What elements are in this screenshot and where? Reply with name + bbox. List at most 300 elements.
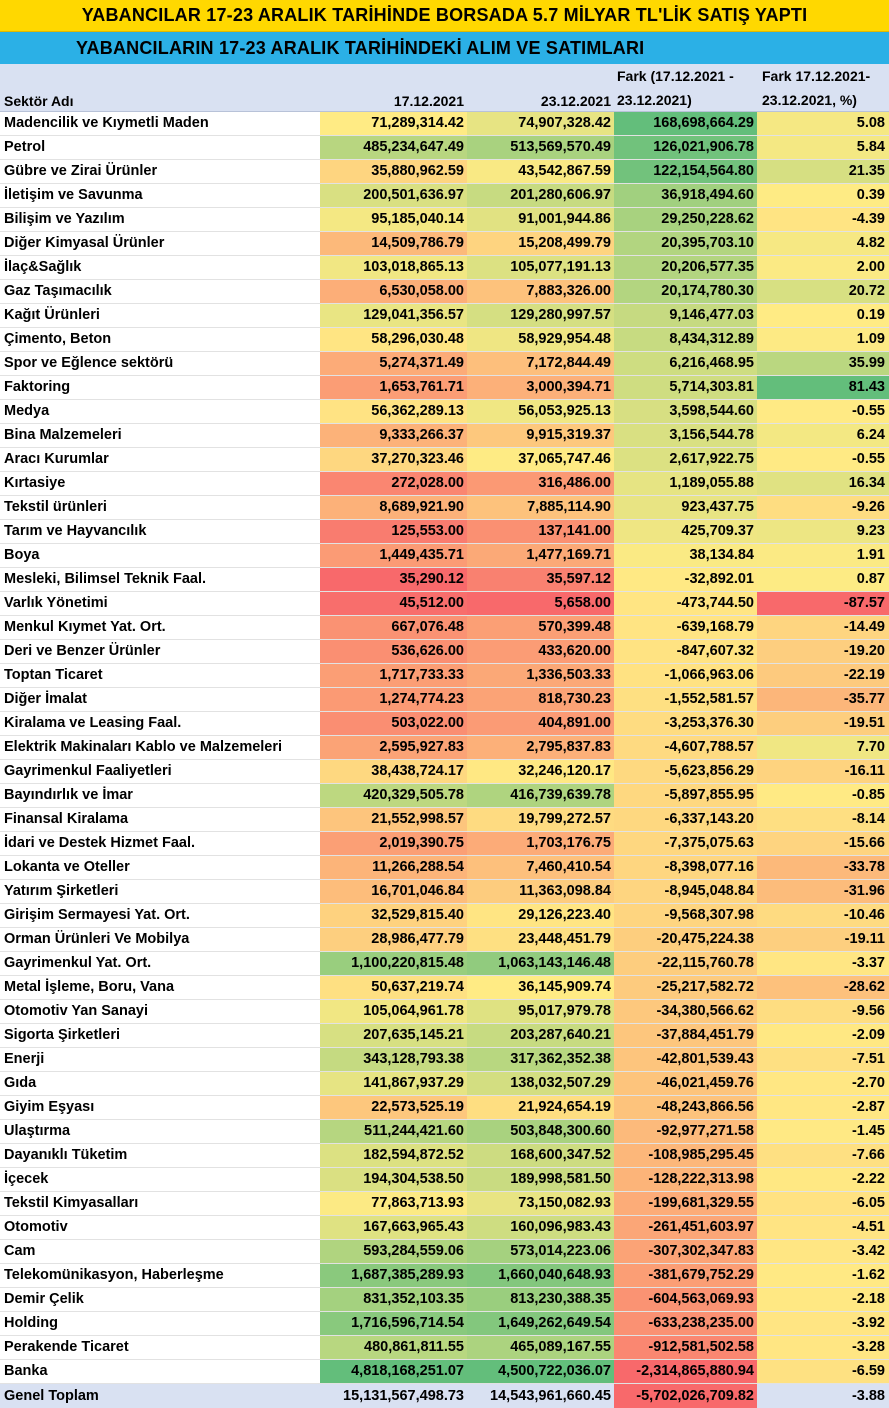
cell-date1: 95,185,040.14 xyxy=(320,208,467,231)
cell-pct: -1.62 xyxy=(757,1264,889,1287)
cell-date2: 43,542,867.59 xyxy=(467,160,614,183)
sector-name: Lokanta ve Oteller xyxy=(0,856,320,879)
table-row xyxy=(0,136,889,160)
sector-name: Dayanıklı Tüketim xyxy=(0,1144,320,1167)
cell-date1: 200,501,636.97 xyxy=(320,184,467,207)
cell-pct: -35.77 xyxy=(757,688,889,711)
sector-name: İletişim ve Savunma xyxy=(0,184,320,207)
sector-name: Metal İşleme, Boru, Vana xyxy=(0,976,320,999)
cell-date2: 404,891.00 xyxy=(467,712,614,735)
header-sector: Sektör Adı xyxy=(4,93,74,109)
cell-date1: 71,289,314.42 xyxy=(320,112,467,135)
cell-date1: 9,333,266.37 xyxy=(320,424,467,447)
cell-date1: 1,687,385,289.93 xyxy=(320,1264,467,1287)
cell-diff: -25,217,582.72 xyxy=(614,976,757,999)
table-row xyxy=(0,1168,889,1192)
table-row xyxy=(0,712,889,736)
cell-date2: 818,730.23 xyxy=(467,688,614,711)
cell-pct: -19.51 xyxy=(757,712,889,735)
cell-date2: 570,399.48 xyxy=(467,616,614,639)
table-row xyxy=(0,1288,889,1312)
cell-date2: 1,477,169.71 xyxy=(467,544,614,567)
cell-date1: 35,880,962.59 xyxy=(320,160,467,183)
cell-pct: -6.59 xyxy=(757,1360,889,1383)
cell-diff: -2,314,865,880.94 xyxy=(614,1360,757,1383)
cell-diff: -20,475,224.38 xyxy=(614,928,757,951)
table-row xyxy=(0,904,889,928)
cell-diff: 20,206,577.35 xyxy=(614,256,757,279)
cell-diff: -261,451,603.97 xyxy=(614,1216,757,1239)
sector-name: Kağıt Ürünleri xyxy=(0,304,320,327)
table-row xyxy=(0,1360,889,1384)
table-row xyxy=(0,376,889,400)
cell-pct: 20.72 xyxy=(757,280,889,303)
sector-name: Çimento, Beton xyxy=(0,328,320,351)
cell-date1: 420,329,505.78 xyxy=(320,784,467,807)
cell-diff: 8,434,312.89 xyxy=(614,328,757,351)
sector-name: Ulaştırma xyxy=(0,1120,320,1143)
cell-date2: 813,230,388.35 xyxy=(467,1288,614,1311)
total-row xyxy=(0,1384,889,1408)
cell-pct: 6.24 xyxy=(757,424,889,447)
cell-diff: -48,243,866.56 xyxy=(614,1096,757,1119)
sector-name: Tekstil Kimyasalları xyxy=(0,1192,320,1215)
cell-date1: 129,041,356.57 xyxy=(320,304,467,327)
cell-pct: 1.91 xyxy=(757,544,889,567)
table-row xyxy=(0,808,889,832)
table-row xyxy=(0,520,889,544)
cell-diff: -639,168.79 xyxy=(614,616,757,639)
cell-date2: 2,795,837.83 xyxy=(467,736,614,759)
cell-diff: 2,617,922.75 xyxy=(614,448,757,471)
cell-diff: -912,581,502.58 xyxy=(614,1336,757,1359)
cell-date1: 105,064,961.78 xyxy=(320,1000,467,1023)
table-row xyxy=(0,688,889,712)
cell-pct: 0.39 xyxy=(757,184,889,207)
cell-date1: 28,986,477.79 xyxy=(320,928,467,951)
cell-pct: -3.92 xyxy=(757,1312,889,1335)
cell-diff: -473,744.50 xyxy=(614,592,757,615)
cell-date2: 91,001,944.86 xyxy=(467,208,614,231)
table-row xyxy=(0,976,889,1000)
cell-diff: -8,398,077.16 xyxy=(614,856,757,879)
cell-diff: 29,250,228.62 xyxy=(614,208,757,231)
table-row xyxy=(0,592,889,616)
header-diff xyxy=(614,64,757,112)
sector-name: Girişim Sermayesi Yat. Ort. xyxy=(0,904,320,927)
cell-pct: 16.34 xyxy=(757,472,889,495)
cell-date1: 14,509,786.79 xyxy=(320,232,467,255)
table-row xyxy=(0,208,889,232)
cell-diff: -381,679,752.29 xyxy=(614,1264,757,1287)
cell-pct: -2.09 xyxy=(757,1024,889,1047)
table-row xyxy=(0,760,889,784)
sector-name: Aracı Kurumlar xyxy=(0,448,320,471)
total-date2: 14,543,961,660.45 xyxy=(467,1384,614,1408)
cell-date2: 7,172,844.49 xyxy=(467,352,614,375)
cell-date1: 58,296,030.48 xyxy=(320,328,467,351)
cell-pct: -8.14 xyxy=(757,808,889,831)
cell-diff: -199,681,329.55 xyxy=(614,1192,757,1215)
sector-name: Bayındırlık ve İmar xyxy=(0,784,320,807)
cell-date1: 831,352,103.35 xyxy=(320,1288,467,1311)
table-row xyxy=(0,1000,889,1024)
table-row xyxy=(0,232,889,256)
cell-pct: -0.55 xyxy=(757,448,889,471)
sector-name: Diğer Kimyasal Ürünler xyxy=(0,232,320,255)
table-row xyxy=(0,1120,889,1144)
cell-pct: -6.05 xyxy=(757,1192,889,1215)
table-row xyxy=(0,1048,889,1072)
cell-pct: -7.66 xyxy=(757,1144,889,1167)
cell-date1: 1,653,761.71 xyxy=(320,376,467,399)
cell-pct: 35.99 xyxy=(757,352,889,375)
table-row xyxy=(0,1096,889,1120)
sector-name: Medya xyxy=(0,400,320,423)
cell-date2: 74,907,328.42 xyxy=(467,112,614,135)
cell-pct: -22.19 xyxy=(757,664,889,687)
cell-diff: -6,337,143.20 xyxy=(614,808,757,831)
table-row xyxy=(0,1144,889,1168)
sector-name: Otomotiv Yan Sanayi xyxy=(0,1000,320,1023)
cell-date2: 189,998,581.50 xyxy=(467,1168,614,1191)
sector-name: Perakende Ticaret xyxy=(0,1336,320,1359)
table-row xyxy=(0,496,889,520)
cell-date1: 5,274,371.49 xyxy=(320,352,467,375)
cell-pct: 0.19 xyxy=(757,304,889,327)
cell-pct: 21.35 xyxy=(757,160,889,183)
cell-date2: 1,703,176.75 xyxy=(467,832,614,855)
cell-date1: 8,689,921.90 xyxy=(320,496,467,519)
table-row xyxy=(0,424,889,448)
table-row xyxy=(0,1312,889,1336)
cell-diff: 9,146,477.03 xyxy=(614,304,757,327)
table-row xyxy=(0,280,889,304)
cell-diff: -847,607.32 xyxy=(614,640,757,663)
cell-pct: -9.56 xyxy=(757,1000,889,1023)
cell-date1: 141,867,937.29 xyxy=(320,1072,467,1095)
cell-date1: 103,018,865.13 xyxy=(320,256,467,279)
cell-pct: 9.23 xyxy=(757,520,889,543)
cell-pct: -14.49 xyxy=(757,616,889,639)
cell-pct: -3.37 xyxy=(757,952,889,975)
cell-pct: -2.22 xyxy=(757,1168,889,1191)
sector-name: Giyim Eşyası xyxy=(0,1096,320,1119)
cell-date1: 125,553.00 xyxy=(320,520,467,543)
table-row xyxy=(0,832,889,856)
cell-diff: -128,222,313.98 xyxy=(614,1168,757,1191)
cell-pct: -0.55 xyxy=(757,400,889,423)
sector-name: Gıda xyxy=(0,1072,320,1095)
cell-diff: -42,801,539.43 xyxy=(614,1048,757,1071)
cell-diff: -5,623,856.29 xyxy=(614,760,757,783)
table-row xyxy=(0,1240,889,1264)
cell-date1: 272,028.00 xyxy=(320,472,467,495)
cell-diff: 425,709.37 xyxy=(614,520,757,543)
cell-date2: 129,280,997.57 xyxy=(467,304,614,327)
table-row xyxy=(0,328,889,352)
table-row xyxy=(0,1072,889,1096)
table-row xyxy=(0,160,889,184)
sector-name: Kırtasiye xyxy=(0,472,320,495)
cell-date2: 7,883,326.00 xyxy=(467,280,614,303)
table-row xyxy=(0,304,889,328)
cell-pct: -33.78 xyxy=(757,856,889,879)
cell-date1: 343,128,793.38 xyxy=(320,1048,467,1071)
sector-name: Orman Ürünleri Ve Mobilya xyxy=(0,928,320,951)
table-row xyxy=(0,1264,889,1288)
cell-diff: -3,253,376.30 xyxy=(614,712,757,735)
sector-name: Cam xyxy=(0,1240,320,1263)
cell-pct: -16.11 xyxy=(757,760,889,783)
cell-date1: 182,594,872.52 xyxy=(320,1144,467,1167)
cell-diff: 1,189,055.88 xyxy=(614,472,757,495)
cell-diff: -604,563,069.93 xyxy=(614,1288,757,1311)
table-row xyxy=(0,856,889,880)
cell-pct: 5.08 xyxy=(757,112,889,135)
cell-diff: -92,977,271.58 xyxy=(614,1120,757,1143)
table-row xyxy=(0,880,889,904)
sector-name: Finansal Kiralama xyxy=(0,808,320,831)
cell-date1: 21,552,998.57 xyxy=(320,808,467,831)
cell-date1: 11,266,288.54 xyxy=(320,856,467,879)
cell-pct: -3.28 xyxy=(757,1336,889,1359)
cell-diff: -5,897,855.95 xyxy=(614,784,757,807)
cell-pct: -2.18 xyxy=(757,1288,889,1311)
sector-name: Faktoring xyxy=(0,376,320,399)
cell-date2: 95,017,979.78 xyxy=(467,1000,614,1023)
table-row xyxy=(0,1216,889,1240)
cell-date2: 23,448,451.79 xyxy=(467,928,614,951)
header-pct-line2: 23.12.2021, %) xyxy=(762,92,857,108)
cell-date2: 15,208,499.79 xyxy=(467,232,614,255)
cell-date1: 536,626.00 xyxy=(320,640,467,663)
cell-date1: 37,270,323.46 xyxy=(320,448,467,471)
cell-date1: 6,530,058.00 xyxy=(320,280,467,303)
cell-diff: -8,945,048.84 xyxy=(614,880,757,903)
sector-name: Diğer İmalat xyxy=(0,688,320,711)
sector-name: Telekomünikasyon, Haberleşme xyxy=(0,1264,320,1287)
cell-date2: 58,929,954.48 xyxy=(467,328,614,351)
cell-diff: -7,375,075.63 xyxy=(614,832,757,855)
cell-date2: 37,065,747.46 xyxy=(467,448,614,471)
cell-date1: 50,637,219.74 xyxy=(320,976,467,999)
cell-pct: -1.45 xyxy=(757,1120,889,1143)
cell-date1: 1,449,435.71 xyxy=(320,544,467,567)
cell-date2: 1,063,143,146.48 xyxy=(467,952,614,975)
cell-date2: 503,848,300.60 xyxy=(467,1120,614,1143)
cell-date2: 160,096,983.43 xyxy=(467,1216,614,1239)
sector-name: Deri ve Benzer Ürünler xyxy=(0,640,320,663)
sector-name: Gayrimenkul Faaliyetleri xyxy=(0,760,320,783)
sector-name: Mesleki, Bilimsel Teknik Faal. xyxy=(0,568,320,591)
cell-diff: -22,115,760.78 xyxy=(614,952,757,975)
cell-date2: 73,150,082.93 xyxy=(467,1192,614,1215)
table-header xyxy=(0,64,889,112)
cell-date1: 4,818,168,251.07 xyxy=(320,1360,467,1383)
cell-date2: 56,053,925.13 xyxy=(467,400,614,423)
cell-date2: 317,362,352.38 xyxy=(467,1048,614,1071)
cell-date1: 45,512.00 xyxy=(320,592,467,615)
table-row xyxy=(0,1336,889,1360)
cell-date1: 2,019,390.75 xyxy=(320,832,467,855)
sector-name: Boya xyxy=(0,544,320,567)
cell-pct: -9.26 xyxy=(757,496,889,519)
cell-date1: 22,573,525.19 xyxy=(320,1096,467,1119)
cell-pct: -28.62 xyxy=(757,976,889,999)
cell-diff: 168,698,664.29 xyxy=(614,112,757,135)
cell-diff: 3,598,544.60 xyxy=(614,400,757,423)
cell-date2: 1,660,040,648.93 xyxy=(467,1264,614,1287)
table-row xyxy=(0,448,889,472)
cell-diff: 38,134.84 xyxy=(614,544,757,567)
cell-date2: 35,597.12 xyxy=(467,568,614,591)
cell-pct: -19.20 xyxy=(757,640,889,663)
cell-diff: 126,021,906.78 xyxy=(614,136,757,159)
cell-date1: 56,362,289.13 xyxy=(320,400,467,423)
table-row xyxy=(0,256,889,280)
table-row xyxy=(0,784,889,808)
cell-date1: 77,863,713.93 xyxy=(320,1192,467,1215)
total-label: Genel Toplam xyxy=(0,1384,320,1408)
cell-date2: 416,739,639.78 xyxy=(467,784,614,807)
sector-name: Gayrimenkul Yat. Ort. xyxy=(0,952,320,975)
header-diff-line1: Fark (17.12.2021 - xyxy=(617,68,734,84)
total-date1: 15,131,567,498.73 xyxy=(320,1384,467,1408)
cell-diff: 20,174,780.30 xyxy=(614,280,757,303)
cell-date2: 32,246,120.17 xyxy=(467,760,614,783)
cell-date2: 11,363,098.84 xyxy=(467,880,614,903)
cell-pct: 4.82 xyxy=(757,232,889,255)
cell-date2: 137,141.00 xyxy=(467,520,614,543)
cell-diff: -32,892.01 xyxy=(614,568,757,591)
sub-title: YABANCILARIN 17-23 ARALIK TARİHİNDEKİ ALIM VE SATIMLARI xyxy=(0,32,889,64)
cell-pct: 2.00 xyxy=(757,256,889,279)
cell-date2: 573,014,223.06 xyxy=(467,1240,614,1263)
sector-name: Banka xyxy=(0,1360,320,1383)
sector-name: Bilişim ve Yazılım xyxy=(0,208,320,231)
header-pct-line1: Fark 17.12.2021- xyxy=(762,68,871,84)
cell-pct: 0.87 xyxy=(757,568,889,591)
cell-date1: 511,244,421.60 xyxy=(320,1120,467,1143)
cell-diff: -34,380,566.62 xyxy=(614,1000,757,1023)
cell-date2: 7,885,114.90 xyxy=(467,496,614,519)
cell-pct: 81.43 xyxy=(757,376,889,399)
cell-diff: 6,216,468.95 xyxy=(614,352,757,375)
cell-diff: -633,238,235.00 xyxy=(614,1312,757,1335)
cell-diff: -37,884,451.79 xyxy=(614,1024,757,1047)
cell-diff: 5,714,303.81 xyxy=(614,376,757,399)
sector-name: Otomotiv xyxy=(0,1216,320,1239)
table-row xyxy=(0,616,889,640)
header-date1: 17.12.2021 xyxy=(393,93,464,109)
sector-name: Tarım ve Hayvancılık xyxy=(0,520,320,543)
cell-date2: 9,915,319.37 xyxy=(467,424,614,447)
table-body xyxy=(0,112,889,1384)
cell-date2: 5,658.00 xyxy=(467,592,614,615)
sector-name: Enerji xyxy=(0,1048,320,1071)
table-row xyxy=(0,640,889,664)
total-pct: -3.88 xyxy=(757,1384,889,1408)
table-row xyxy=(0,664,889,688)
cell-pct: -2.87 xyxy=(757,1096,889,1119)
cell-date1: 1,717,733.33 xyxy=(320,664,467,687)
sector-name: Petrol xyxy=(0,136,320,159)
cell-pct: -10.46 xyxy=(757,904,889,927)
cell-date2: 36,145,909.74 xyxy=(467,976,614,999)
cell-date2: 201,280,606.97 xyxy=(467,184,614,207)
cell-pct: -0.85 xyxy=(757,784,889,807)
sector-name: Varlık Yönetimi xyxy=(0,592,320,615)
sector-name: İdari ve Destek Hizmet Faal. xyxy=(0,832,320,855)
cell-pct: -19.11 xyxy=(757,928,889,951)
cell-date1: 480,861,811.55 xyxy=(320,1336,467,1359)
cell-date1: 1,100,220,815.48 xyxy=(320,952,467,975)
cell-date1: 1,716,596,714.54 xyxy=(320,1312,467,1335)
cell-pct: -15.66 xyxy=(757,832,889,855)
cell-pct: 1.09 xyxy=(757,328,889,351)
cell-pct: 5.84 xyxy=(757,136,889,159)
cell-pct: -31.96 xyxy=(757,880,889,903)
cell-diff: 36,918,494.60 xyxy=(614,184,757,207)
table-row xyxy=(0,352,889,376)
cell-date1: 503,022.00 xyxy=(320,712,467,735)
sector-name: Tekstil ürünleri xyxy=(0,496,320,519)
cell-diff: 20,395,703.10 xyxy=(614,232,757,255)
cell-date2: 316,486.00 xyxy=(467,472,614,495)
cell-date1: 16,701,046.84 xyxy=(320,880,467,903)
header-diff-line2: 23.12.2021) xyxy=(617,92,692,108)
table-row xyxy=(0,184,889,208)
sector-name: Demir Çelik xyxy=(0,1288,320,1311)
cell-diff: -1,552,581.57 xyxy=(614,688,757,711)
sector-name: Holding xyxy=(0,1312,320,1335)
sector-name: Gaz Taşımacılık xyxy=(0,280,320,303)
table-row xyxy=(0,568,889,592)
cell-diff: -1,066,963.06 xyxy=(614,664,757,687)
cell-pct: 7.70 xyxy=(757,736,889,759)
cell-date1: 1,274,774.23 xyxy=(320,688,467,711)
cell-date1: 167,663,965.43 xyxy=(320,1216,467,1239)
cell-pct: -7.51 xyxy=(757,1048,889,1071)
sector-name: Spor ve Eğlence sektörü xyxy=(0,352,320,375)
sector-name: Toptan Ticaret xyxy=(0,664,320,687)
cell-date2: 4,500,722,036.07 xyxy=(467,1360,614,1383)
cell-pct: -4.39 xyxy=(757,208,889,231)
sector-name: Gübre ve Zirai Ürünler xyxy=(0,160,320,183)
sector-name: Menkul Kıymet Yat. Ort. xyxy=(0,616,320,639)
cell-date1: 485,234,647.49 xyxy=(320,136,467,159)
main-title: YABANCILAR 17-23 ARALIK TARİHİNDE BORSADA 5.7 MİLYAR TL'LİK SATIŞ YAPTI xyxy=(0,0,889,32)
table-row xyxy=(0,952,889,976)
cell-diff: 122,154,564.80 xyxy=(614,160,757,183)
sector-name: Elektrik Makinaları Kablo ve Malzemeleri xyxy=(0,736,320,759)
cell-date2: 7,460,410.54 xyxy=(467,856,614,879)
sector-name: Kiralama ve Leasing Faal. xyxy=(0,712,320,735)
cell-date2: 21,924,654.19 xyxy=(467,1096,614,1119)
cell-date2: 1,649,262,649.54 xyxy=(467,1312,614,1335)
cell-pct: -4.51 xyxy=(757,1216,889,1239)
cell-diff: -307,302,347.83 xyxy=(614,1240,757,1263)
total-diff: -5,702,026,709.82 xyxy=(614,1384,757,1408)
header-date2: 23.12.2021 xyxy=(540,93,611,109)
cell-date1: 2,595,927.83 xyxy=(320,736,467,759)
cell-date2: 1,336,503.33 xyxy=(467,664,614,687)
table-row xyxy=(0,928,889,952)
cell-date2: 433,620.00 xyxy=(467,640,614,663)
sector-name: İçecek xyxy=(0,1168,320,1191)
table-row xyxy=(0,400,889,424)
